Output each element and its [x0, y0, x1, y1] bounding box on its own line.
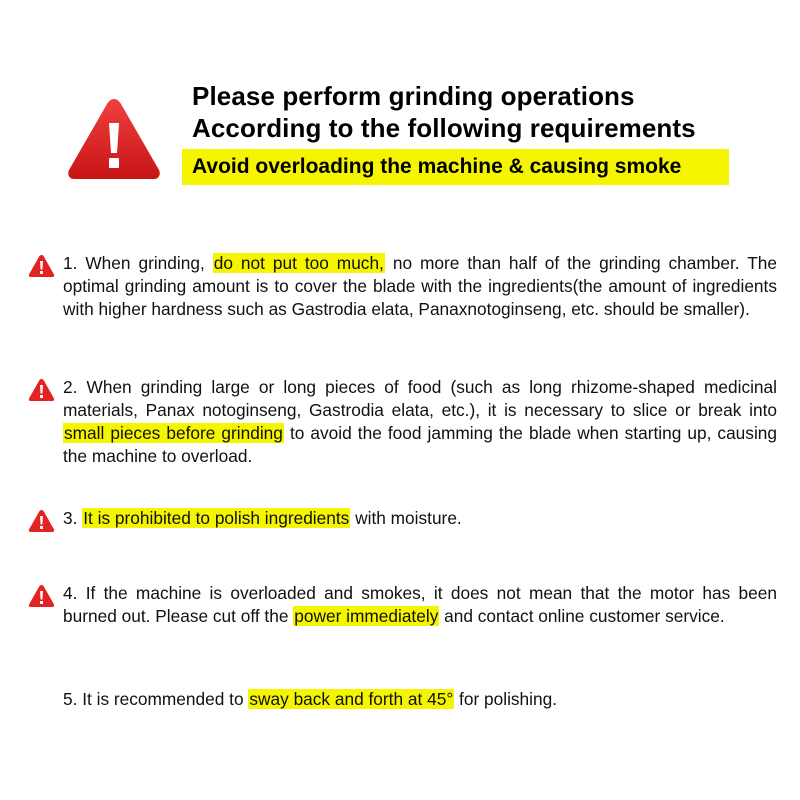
- highlighted-text: do not put too much,: [213, 253, 384, 273]
- warning-triangle-icon: [28, 378, 55, 402]
- warning-triangle-icon: [28, 509, 55, 533]
- text-pre: 2. When grinding large or long pieces of food (such as long rhizome-shaped medicinal materials, Panax notoginseng, Gastrodia elata, etc.), it is necessary to slice or break into: [63, 377, 777, 420]
- warning-banner: Avoid overloading the machine & causing smoke: [182, 149, 729, 185]
- text-pre: 3.: [63, 508, 83, 528]
- highlighted-text: It is prohibited to polish ingredients: [83, 508, 350, 528]
- title-line-1: Please perform grinding operations: [192, 81, 635, 111]
- highlighted-text: small pieces before grinding: [64, 423, 283, 443]
- instruction-text: [63, 252, 777, 321]
- instruction-text: [63, 688, 777, 711]
- warning-triangle-icon: [28, 254, 55, 278]
- text-post: with moisture.: [350, 508, 462, 528]
- text-pre: 4. If the machine is overloaded and smokes, it does not mean that the motor has been burned out. Please cut off the: [63, 583, 777, 626]
- instruction-text: [63, 582, 777, 628]
- header: [0, 0, 800, 200]
- highlighted-text: power immediately: [294, 606, 439, 626]
- text-post: no more than half of the grinding chamber. The optimal grinding amount is to cover the blade with the ingredients(the amount of ingredients with higher hardness such as Gastrodia elata, Panaxnotoginseng, etc. should be smaller).: [63, 253, 778, 319]
- text-post: to avoid the food jamming the blade when starting up, causing the machine to overload.: [63, 423, 778, 466]
- text-pre: 5. It is recommended to: [63, 689, 249, 709]
- instruction-text: [63, 376, 777, 468]
- title-line-2: According to the following requirements: [192, 113, 696, 143]
- text-post: and contact online customer service.: [439, 606, 725, 626]
- warning-triangle-icon: [28, 584, 55, 608]
- warning-triangle-icon: [66, 95, 162, 181]
- instruction-text: [63, 507, 777, 530]
- text-pre: 1. When grinding,: [63, 253, 213, 273]
- text-post: for polishing.: [454, 689, 558, 709]
- highlighted-text: sway back and forth at 45°: [249, 689, 454, 709]
